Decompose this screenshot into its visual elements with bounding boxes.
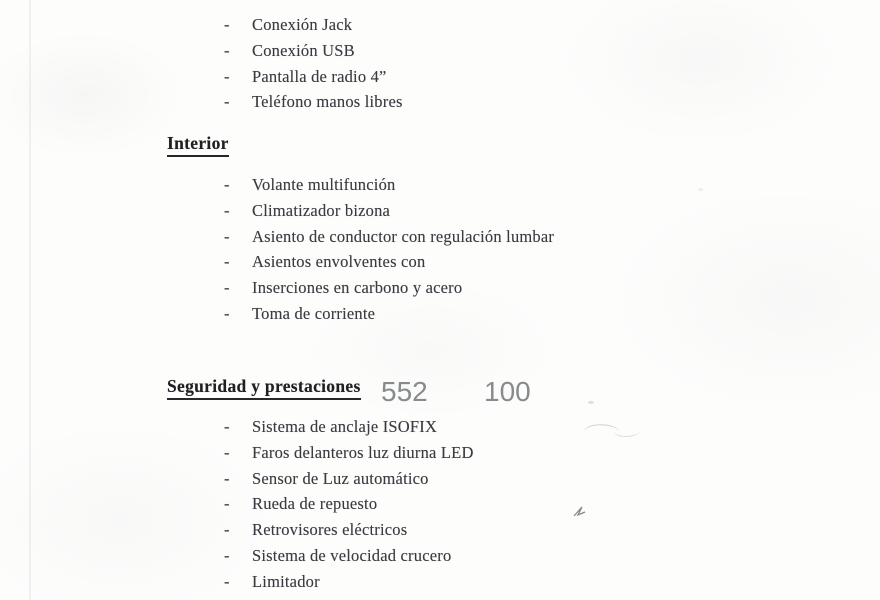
pen-scribble-mark: [571, 503, 589, 521]
list-item-text: Inserciones en carbono y acero: [252, 278, 463, 298]
list-item-text: Asientos envolventes con: [252, 252, 426, 272]
section-heading-interior: Interior: [167, 133, 229, 157]
list-item-text: Sistema de anclaje ISOFIX: [252, 417, 438, 436]
list-seguridad: [224, 414, 474, 595]
dash-bullet: -: [224, 442, 230, 462]
dash-bullet: -: [224, 200, 230, 220]
dash-bullet: -: [224, 175, 230, 194]
list-item: [224, 172, 554, 198]
list-item-text: Volante multifunción: [252, 175, 396, 194]
list-item: [224, 466, 474, 492]
dash-bullet: -: [224, 417, 230, 436]
dash-bullet: -: [224, 92, 230, 112]
dash-bullet: -: [224, 571, 230, 591]
list-item-text: Climatizador bizona: [252, 200, 391, 220]
list-item: [224, 569, 474, 595]
dash-bullet: -: [224, 468, 230, 488]
list-item-text: Toma de corriente: [252, 303, 376, 323]
list-item-text: Faros delanteros luz diurna LED: [252, 442, 474, 462]
list-item-text: Pantalla de radio 4”: [252, 66, 387, 86]
list-item: [224, 275, 554, 301]
dash-bullet: -: [224, 303, 230, 323]
list-item: [224, 543, 474, 569]
list-item: [224, 12, 403, 38]
list-item: [224, 64, 403, 90]
list-item: [224, 301, 554, 327]
scan-squiggle-tail: [614, 429, 640, 437]
dash-bullet: -: [224, 494, 230, 514]
list-item-text: Retrovisores eléctricos: [252, 520, 408, 540]
list-item: [224, 89, 403, 115]
list-item-text: Asiento de conductor con regulación lumbar: [252, 226, 555, 246]
overlay-number-left: 552: [381, 376, 428, 407]
list-item-text: Conexión USB: [252, 40, 355, 60]
list-item: [224, 491, 474, 517]
list-multimedia: [224, 12, 403, 115]
dash-bullet: -: [224, 15, 230, 34]
list-item: [224, 517, 474, 543]
list-item-text: Rueda de repuesto: [252, 494, 378, 514]
dash-bullet: -: [224, 520, 230, 540]
dash-bullet: -: [224, 226, 230, 246]
list-item: [224, 440, 474, 466]
dash-bullet: -: [224, 40, 230, 60]
scan-speck: [588, 401, 594, 404]
list-item-text: Teléfono manos libres: [252, 92, 403, 112]
list-interior: [224, 172, 554, 327]
list-item-text: Sistema de velocidad crucero: [252, 545, 452, 565]
dash-bullet: -: [224, 545, 230, 565]
list-item-text: Limitador: [252, 571, 320, 591]
list-item: [224, 38, 403, 64]
dash-bullet: -: [224, 66, 230, 86]
list-item: [224, 249, 554, 275]
overlay-number-right: 100: [484, 376, 531, 407]
scan-edge-line: [29, 0, 31, 600]
list-item-text: Sensor de Luz automático: [252, 468, 429, 488]
list-item: [224, 198, 554, 224]
list-item-text: Conexión Jack: [252, 15, 353, 34]
list-item: [224, 224, 554, 250]
dash-bullet: -: [224, 252, 230, 272]
scan-speck: [698, 188, 703, 191]
list-item: [224, 414, 474, 440]
dash-bullet: -: [224, 278, 230, 298]
section-heading-seguridad: Seguridad y prestaciones: [167, 376, 361, 400]
